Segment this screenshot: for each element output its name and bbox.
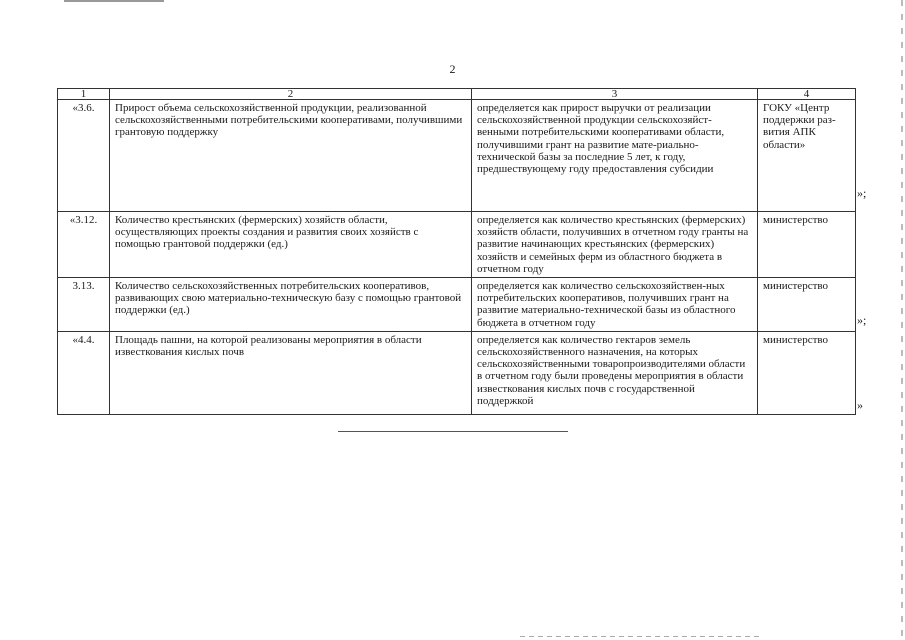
row-number: 3.13. (58, 278, 110, 332)
scan-artifact-top (64, 0, 164, 2)
calculation-method: определяется как прирост выручки от реализации сельскохозяйственной продукции сельскохозяйст-венными потребительскими кооперативами области, получившими грант на развитие мате-риально-технической базы за последние 5 лет, к году, предшествующему году предоставления субсидии (472, 100, 758, 212)
column-header: 2 (110, 89, 472, 100)
closing-quote-mark: »; (857, 313, 867, 327)
closing-quote-mark: »; (857, 186, 867, 200)
indicator-description: Количество крестьянских (фермерских) хозяйств области, осуществляющих проекты создания и развития своих хозяйств с помощью грантовой поддержки (ед.) (110, 212, 472, 278)
table-header-row (58, 89, 856, 100)
column-header: 1 (58, 89, 110, 100)
scan-artifact-edge (901, 0, 903, 640)
scan-artifact-bottom (520, 636, 760, 637)
indicator-table (57, 88, 856, 415)
table-row (58, 331, 856, 414)
table-row (58, 212, 856, 278)
calculation-method: определяется как количество крестьянских (фермерских) хозяйств области, получивших в отчетном году гранты на развитие начинающих крестьянских (фермерских) хозяйств и семейных ферм из областного бюджета в отчетном году (472, 212, 758, 278)
row-number: «3.6. (58, 100, 110, 212)
responsible-party: ГОКУ «Центр поддержки раз-вития АПК области» (758, 100, 856, 212)
indicator-description: Количество сельскохозяйственных потребительских кооперативов, развивающих свою материально-техническую базу с помощью грантовой поддержки (ед.) (110, 278, 472, 332)
responsible-party: министерство (758, 331, 856, 414)
responsible-party: министерство (758, 278, 856, 332)
table-row (58, 278, 856, 332)
column-header: 4 (758, 89, 856, 100)
calculation-method: определяется как количество сельскохозяйствен-ных потребительских кооперативов, получивших грант на развитие материально-технической базы из областного бюджета в отчетном году (472, 278, 758, 332)
indicator-description: Площадь пашни, на которой реализованы мероприятия в области известкования кислых почв (110, 331, 472, 414)
calculation-method: определяется как количество гектаров земель сельскохозяйственного назначения, на которых сельскохозяйственными товаропроизводителями области в отчетном году были проведены мероприятия в области известкования кислых почв с государственной поддержкой (472, 331, 758, 414)
row-number: «3.12. (58, 212, 110, 278)
indicator-description: Прирост объема сельскохозяйственной продукции, реализованной сельскохозяйственными потребительскими кооперативами, получившими грантовую поддержку (110, 100, 472, 212)
column-header: 3 (472, 89, 758, 100)
closing-quote-mark: » (857, 398, 863, 412)
table-row (58, 100, 856, 212)
closing-rule (338, 431, 568, 432)
responsible-party: министерство (758, 212, 856, 278)
page-number: 2 (449, 62, 456, 76)
row-number: «4.4. (58, 331, 110, 414)
